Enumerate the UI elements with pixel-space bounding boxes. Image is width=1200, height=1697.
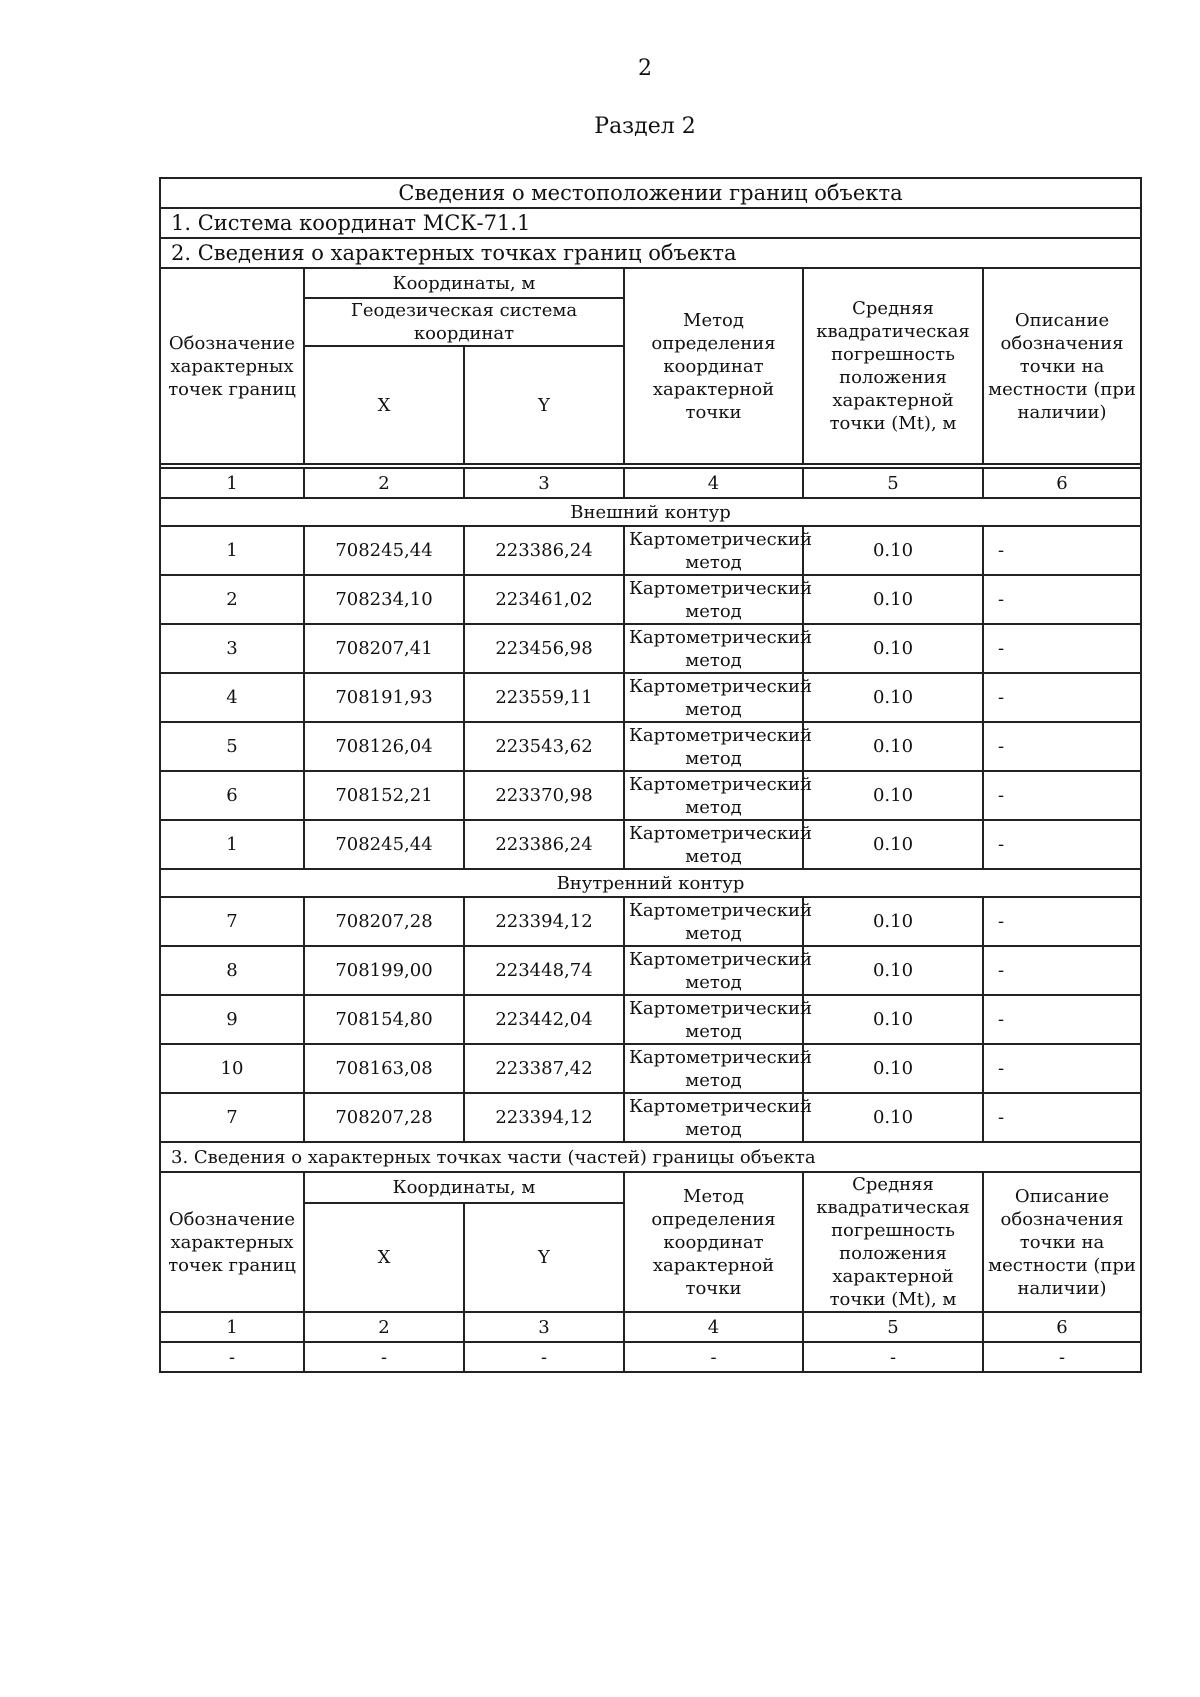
table-row <box>160 624 1141 673</box>
method-cell: Картометрический метод <box>624 771 803 820</box>
method-cell: Картометрический метод <box>624 526 803 575</box>
coord-x: 708245,44 <box>304 526 464 575</box>
coord-y: 223394,12 <box>464 1093 624 1142</box>
method-cell: Картометрический метод <box>624 624 803 673</box>
column-number: 5 <box>803 468 983 498</box>
coord-y: 223543,62 <box>464 722 624 771</box>
header-error: Средняя квадратическая погрешность положения характерной точки (Mt), м <box>803 268 983 464</box>
description-cell: - <box>983 897 1141 946</box>
table-row <box>160 820 1141 869</box>
method-cell: Картометрический метод <box>624 722 803 771</box>
column-number: 6 <box>983 1312 1141 1342</box>
column-number: 4 <box>624 1312 803 1342</box>
error-cell: 0.10 <box>803 771 983 820</box>
method-cell: Картометрический метод <box>624 673 803 722</box>
description-cell: - <box>983 1093 1141 1142</box>
coord-x: 708245,44 <box>304 820 464 869</box>
header-description: Описание обозначения точки на местности (при наличии) <box>983 268 1141 464</box>
outer-contour-label: Внешний контур <box>160 498 1141 526</box>
table-row <box>160 897 1141 946</box>
coord-x: 708207,41 <box>304 624 464 673</box>
error-cell: 0.10 <box>803 897 983 946</box>
error-cell: 0.10 <box>803 946 983 995</box>
point-number: 1 <box>160 526 304 575</box>
table-row <box>160 673 1141 722</box>
column-number: 1 <box>160 1312 304 1342</box>
part-header-designation: Обозначение характерных точек границ <box>160 1172 304 1312</box>
coord-x: 708191,93 <box>304 673 464 722</box>
table-row <box>160 1044 1141 1093</box>
description-cell: - <box>983 624 1141 673</box>
header-y: Y <box>464 346 624 464</box>
empty-cell: - <box>464 1342 624 1372</box>
points-title: 2. Сведения о характерных точках границ объекта <box>160 238 1141 268</box>
coord-y: 223386,24 <box>464 820 624 869</box>
method-cell: Картометрический метод <box>624 995 803 1044</box>
header-coordinates: Координаты, м <box>304 268 624 298</box>
part-header-method: Метод определения координат характерной точки <box>624 1172 803 1312</box>
coord-y: 223387,42 <box>464 1044 624 1093</box>
coord-y: 223370,98 <box>464 771 624 820</box>
empty-cell: - <box>624 1342 803 1372</box>
coord-y: 223456,98 <box>464 624 624 673</box>
description-cell: - <box>983 575 1141 624</box>
part-header-y: Y <box>464 1203 624 1312</box>
table-row <box>160 722 1141 771</box>
coord-x: 708207,28 <box>304 1093 464 1142</box>
header-designation: Обозначение характерных точек границ <box>160 268 304 464</box>
boundary-table <box>159 177 1142 1373</box>
description-cell: - <box>983 673 1141 722</box>
point-number: 2 <box>160 575 304 624</box>
header-geodetic: Геодезическая система координат <box>304 298 624 346</box>
point-number: 6 <box>160 771 304 820</box>
method-cell: Картометрический метод <box>624 820 803 869</box>
empty-cell: - <box>160 1342 304 1372</box>
coord-y: 223442,04 <box>464 995 624 1044</box>
coord-y: 223386,24 <box>464 526 624 575</box>
method-cell: Картометрический метод <box>624 1093 803 1142</box>
column-number: 4 <box>624 468 803 498</box>
point-number: 7 <box>160 897 304 946</box>
error-cell: 0.10 <box>803 820 983 869</box>
description-cell: - <box>983 526 1141 575</box>
column-number: 5 <box>803 1312 983 1342</box>
part-header-x: X <box>304 1203 464 1312</box>
table-title: Сведения о местоположении границ объекта <box>160 178 1141 208</box>
point-number: 10 <box>160 1044 304 1093</box>
coord-x: 708154,80 <box>304 995 464 1044</box>
part-header-description: Описание обозначения точки на местности (при наличии) <box>983 1172 1141 1312</box>
description-cell: - <box>983 771 1141 820</box>
part-header-error: Средняя квадратическая погрешность положения характерной точки (Mt), м <box>803 1172 983 1312</box>
point-number: 1 <box>160 820 304 869</box>
coord-system: 1. Система координат МСК-71.1 <box>160 208 1141 238</box>
table-row <box>160 995 1141 1044</box>
coord-y: 223461,02 <box>464 575 624 624</box>
part-title: 3. Сведения о характерных точках части (частей) границы объекта <box>160 1142 1141 1172</box>
column-number: 2 <box>304 1312 464 1342</box>
part-header-coordinates: Координаты, м <box>304 1172 624 1203</box>
coord-y: 223559,11 <box>464 673 624 722</box>
point-number: 4 <box>160 673 304 722</box>
coord-y: 223448,74 <box>464 946 624 995</box>
coord-x: 708234,10 <box>304 575 464 624</box>
header-method: Метод определения координат характерной точки <box>624 268 803 464</box>
error-cell: 0.10 <box>803 722 983 771</box>
page-number: 2 <box>638 56 652 81</box>
coord-x: 708163,08 <box>304 1044 464 1093</box>
column-number: 1 <box>160 468 304 498</box>
coord-x: 708126,04 <box>304 722 464 771</box>
column-number: 2 <box>304 468 464 498</box>
error-cell: 0.10 <box>803 624 983 673</box>
point-number: 5 <box>160 722 304 771</box>
description-cell: - <box>983 946 1141 995</box>
method-cell: Картометрический метод <box>624 1044 803 1093</box>
description-cell: - <box>983 995 1141 1044</box>
section-title: Раздел 2 <box>594 114 696 139</box>
table-row <box>160 946 1141 995</box>
empty-cell: - <box>803 1342 983 1372</box>
error-cell: 0.10 <box>803 673 983 722</box>
error-cell: 0.10 <box>803 1093 983 1142</box>
description-cell: - <box>983 722 1141 771</box>
description-cell: - <box>983 820 1141 869</box>
error-cell: 0.10 <box>803 1044 983 1093</box>
header-x: X <box>304 346 464 464</box>
error-cell: 0.10 <box>803 526 983 575</box>
column-number: 3 <box>464 1312 624 1342</box>
point-number: 9 <box>160 995 304 1044</box>
column-number: 3 <box>464 468 624 498</box>
empty-cell: - <box>983 1342 1141 1372</box>
error-cell: 0.10 <box>803 575 983 624</box>
table-row <box>160 771 1141 820</box>
table-row <box>160 526 1141 575</box>
method-cell: Картометрический метод <box>624 575 803 624</box>
description-cell: - <box>983 1044 1141 1093</box>
point-number: 8 <box>160 946 304 995</box>
point-number: 7 <box>160 1093 304 1142</box>
point-number: 3 <box>160 624 304 673</box>
coord-x: 708207,28 <box>304 897 464 946</box>
table-row <box>160 575 1141 624</box>
column-number: 6 <box>983 468 1141 498</box>
error-cell: 0.10 <box>803 995 983 1044</box>
coord-y: 223394,12 <box>464 897 624 946</box>
coord-x: 708152,21 <box>304 771 464 820</box>
empty-cell: - <box>304 1342 464 1372</box>
table-row <box>160 1093 1141 1142</box>
method-cell: Картометрический метод <box>624 946 803 995</box>
coord-x: 708199,00 <box>304 946 464 995</box>
inner-contour-label: Внутренний контур <box>160 869 1141 897</box>
method-cell: Картометрический метод <box>624 897 803 946</box>
